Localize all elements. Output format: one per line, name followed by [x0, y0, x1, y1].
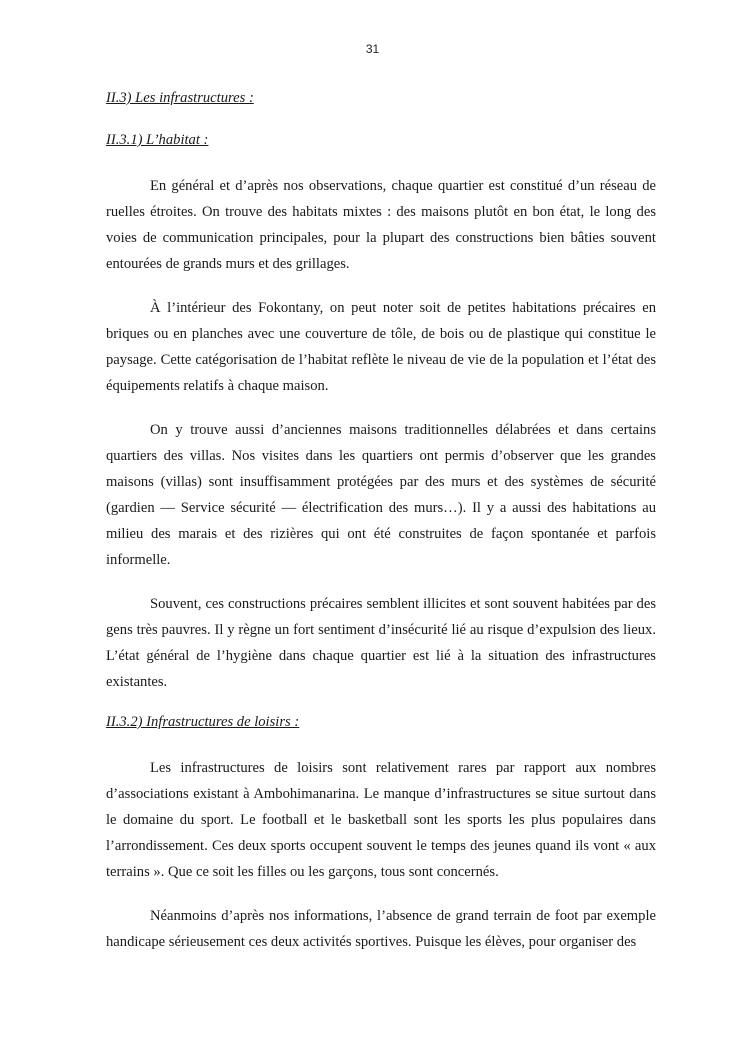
- section-heading-infrastructures: II.3) Les infrastructures :: [106, 90, 254, 106]
- paragraph-habitat-3: On y trouve aussi d’anciennes maisons traditionnelles délabrées et dans certains quartiers des villas. Nos visites dans les quartiers ont permis d’observer que les grandes maisons (villas) sont insuffisamment protégées par des murs et des systèmes de sécurité (gardien — Service sécurité — électrification des murs…). Il y a aussi des habitations au milieu des marais et des rizières qui ont été construites de façon spontanée et parfois informelle.: [106, 422, 656, 568]
- paragraph-habitat-4: Souvent, ces constructions précaires semblent illicites et sont souvent habitées par des gens très pauvres. Il y règne un fort sentiment d’insécurité lié au risque d’expulsion des lieux. L’état général de l’hygiène dans chaque quartier est lié à la situation des infrastructures existantes.: [106, 596, 656, 690]
- page-number: 31: [365, 42, 380, 56]
- paragraph-loisirs-1: Les infrastructures de loisirs sont relativement rares par rapport aux nombres d’associations existant à Ambohimanarina. Le manque d’infrastructures se situe surtout dans le domaine du sport. Le football et le basketball sont les sports les plus populaires dans l’arrondissement. Ces deux sports occupent souvent le temps des jeunes quand ils vont « aux terrains ». Que ce soit les filles ou les garçons, tous sont concernés.: [106, 760, 656, 880]
- document-body: [106, 85, 656, 973]
- subsection-heading-habitat: II.3.1) L’habitat :: [106, 132, 209, 148]
- subsection-heading-loisirs: II.3.2) Infrastructures de loisirs :: [106, 714, 300, 730]
- paragraph-habitat-1: En général et d’après nos observations, chaque quartier est constitué d’un réseau de ruelles étroites. On trouve des habitats mixtes : des maisons plutôt en bon état, le long des voies de communication principales, pour la plupart des constructions bien bâties souvent entourées de grands murs et des grillages.: [106, 178, 656, 272]
- paragraph-loisirs-2: Néanmoins d’après nos informations, l’absence de grand terrain de foot par exemple handicape sérieusement ces deux activités sportives. Puisque les élèves, pour organiser des: [106, 908, 656, 950]
- paragraph-habitat-2: À l’intérieur des Fokontany, on peut noter soit de petites habitations précaires en briques ou en planches avec une couverture de tôle, de bois ou de plastique qui constitue le paysage. Cette catégorisation de l’habitat reflète le niveau de vie de la population et l’état des équipements relatifs à chaque maison.: [106, 300, 656, 394]
